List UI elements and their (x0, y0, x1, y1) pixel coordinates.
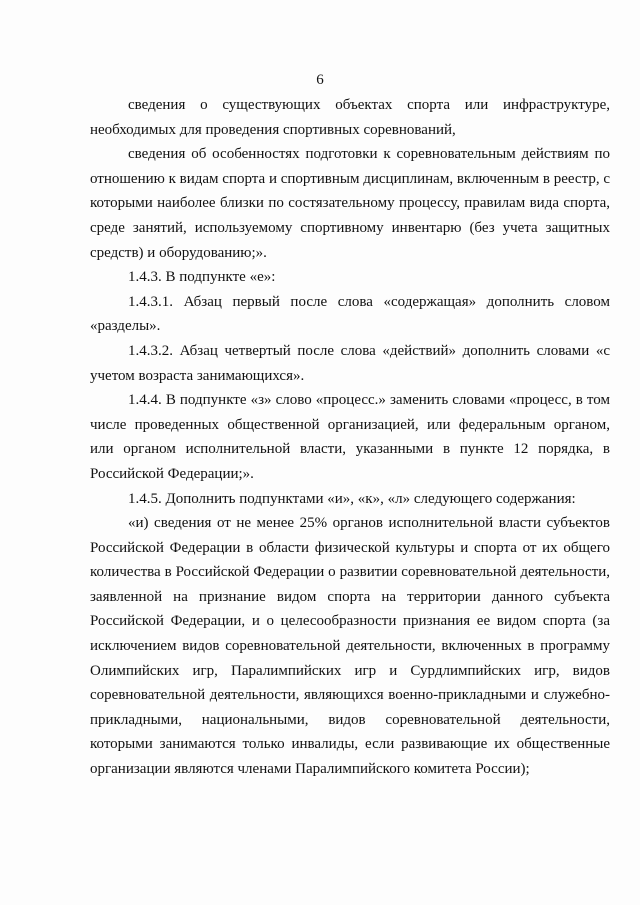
paragraph-1-4-4: 1.4.4. В подпункте «з» слово «процесс.» заменить словами «процесс, в том числе проведенных общественной организацией, или федеральным органом, или органом исполнительной власти, указанными в пункте 12 порядка, в Российской Федерации;». (90, 392, 610, 482)
paragraph-1-4-5: 1.4.5. Дополнить подпунктами «и», «к», «л» следующего содержания: (128, 490, 576, 507)
paragraph-subitem-i: «и) сведения от не менее 25% органов исполнительной власти субъектов Российской Федерации в области физической культуры и спорта от их общего количества в Российской Федерации о развитии соревновательной деятельности, заявленной на признание видом спорта на территории данного субъекта Российской Федерации, и о целесообразности признания ее видом спорта (за исключением видов соревновательной деятельности, включенных в программу Олимпийских игр, Паралимпийских игр и Сурдлимпийских игр, видов соревновательной деятельности, являющихся военно-прикладными и служебно-прикладными, национальными, видов соревновательной деятельности, которыми занимаются только инвалиды, если развивающие их общественные организации являются членами Паралимпийского комитета России); (90, 515, 610, 778)
paragraph-1-4-3-1: 1.4.3.1. Абзац первый после слова «содержащая» дополнить словом «разделы». (90, 293, 610, 335)
page-number: 6 (316, 72, 324, 88)
paragraph-training-features: сведения об особенностях подготовки к соревновательным действиям по отношению к видам спорта и спортивным дисциплинам, включенным в реестр, с которыми наиболее близки по состязательному процессу, правилам вида спорта, среде занятий, используемому спортивному инвентарю (без учета защитных средств) и оборудованию;». (90, 146, 610, 261)
paragraph-facilities: сведения о существующих объектах спорта или инфраструктуре, необходимых для проведения спортивных соревнований, (90, 97, 610, 138)
document-body (90, 93, 610, 782)
paragraph-1-4-3-2: 1.4.3.2. Абзац четвертый после слова «действий» дополнить словами «с учетом возраста занимающихся». (90, 342, 610, 384)
paragraph-1-4-3: 1.4.3. В подпункте «е»: (128, 269, 276, 286)
